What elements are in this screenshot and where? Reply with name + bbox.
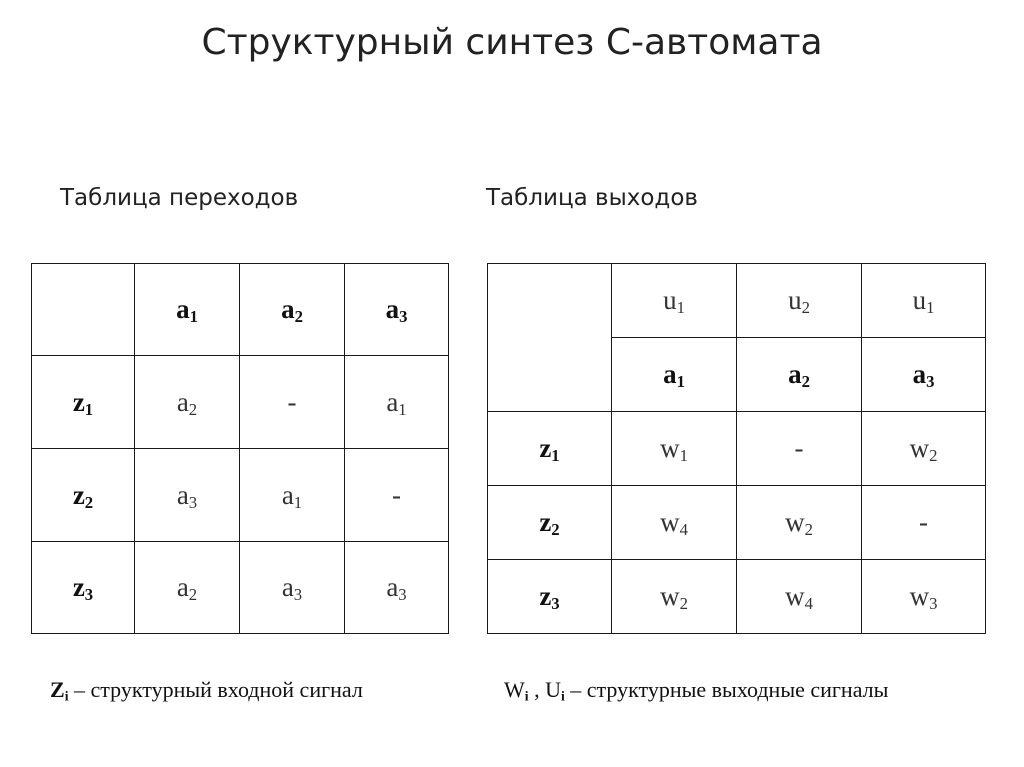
note-symbol: U: [545, 677, 561, 702]
row-header: $z_3$: [32, 542, 135, 634]
output-table-caption: Таблица выходов: [486, 185, 698, 211]
column-header: $a_1$: [135, 264, 240, 356]
column-header: $a_3$: [345, 264, 449, 356]
row-header: $z_1$: [488, 412, 612, 486]
note-text: – структурные выходные сигналы: [564, 677, 889, 702]
table-cell: -: [862, 486, 986, 560]
table-cell: $w_2$: [612, 560, 737, 634]
table-header-row: [32, 264, 449, 356]
table-cell: $a_2$: [135, 356, 240, 449]
table-cell: $a_2$: [135, 542, 240, 634]
row-header: $z_1$: [32, 356, 135, 449]
table-cell: $w_2$: [737, 486, 862, 560]
table-cell: $w_1$: [612, 412, 737, 486]
table-row: [488, 486, 986, 560]
table-row: [32, 449, 449, 542]
table-cell: -: [240, 356, 345, 449]
column-header: $u_2$: [737, 264, 862, 338]
note-symbol: Z: [50, 677, 65, 702]
table-cell: $a_3$: [345, 542, 449, 634]
table-cell: $w_2$: [862, 412, 986, 486]
note-separator: ,: [528, 677, 546, 702]
table-row: [488, 560, 986, 634]
note-text: – структурный входной сигнал: [68, 677, 363, 702]
corner-cell: [488, 264, 612, 412]
note-symbol: W: [504, 677, 525, 702]
corner-cell: [32, 264, 135, 356]
output-signal-note: [504, 677, 888, 703]
table-cell: $w_4$: [612, 486, 737, 560]
table-cell: -: [737, 412, 862, 486]
column-header: $a_2$: [240, 264, 345, 356]
note-symbol-sub: i: [524, 688, 529, 704]
table-cell: $a_3$: [135, 449, 240, 542]
table-cell: $w_4$: [737, 560, 862, 634]
table-cell: $a_1$: [345, 356, 449, 449]
table-cell: $a_1$: [240, 449, 345, 542]
table-row: [488, 412, 986, 486]
column-header: $u_1$: [862, 264, 986, 338]
transition-table-caption: Таблица переходов: [60, 185, 299, 211]
output-table: [487, 263, 986, 634]
row-header: $z_2$: [32, 449, 135, 542]
transition-table: [31, 263, 449, 634]
table-header-row: [488, 264, 986, 338]
column-header: $u_1$: [612, 264, 737, 338]
column-header: $a_2$: [737, 338, 862, 412]
column-header: $a_3$: [862, 338, 986, 412]
table-cell: $w_3$: [862, 560, 986, 634]
table-cell: $a_3$: [240, 542, 345, 634]
page-title: Структурный синтез С-автомата: [201, 22, 823, 63]
table-cell: -: [345, 449, 449, 542]
table-row: [32, 542, 449, 634]
row-header: $z_3$: [488, 560, 612, 634]
note-symbol-sub: i: [64, 688, 69, 704]
input-signal-note: [50, 677, 363, 703]
row-header: $z_2$: [488, 486, 612, 560]
note-symbol-sub: i: [560, 688, 565, 704]
table-row: [32, 356, 449, 449]
column-header: $a_1$: [612, 338, 737, 412]
